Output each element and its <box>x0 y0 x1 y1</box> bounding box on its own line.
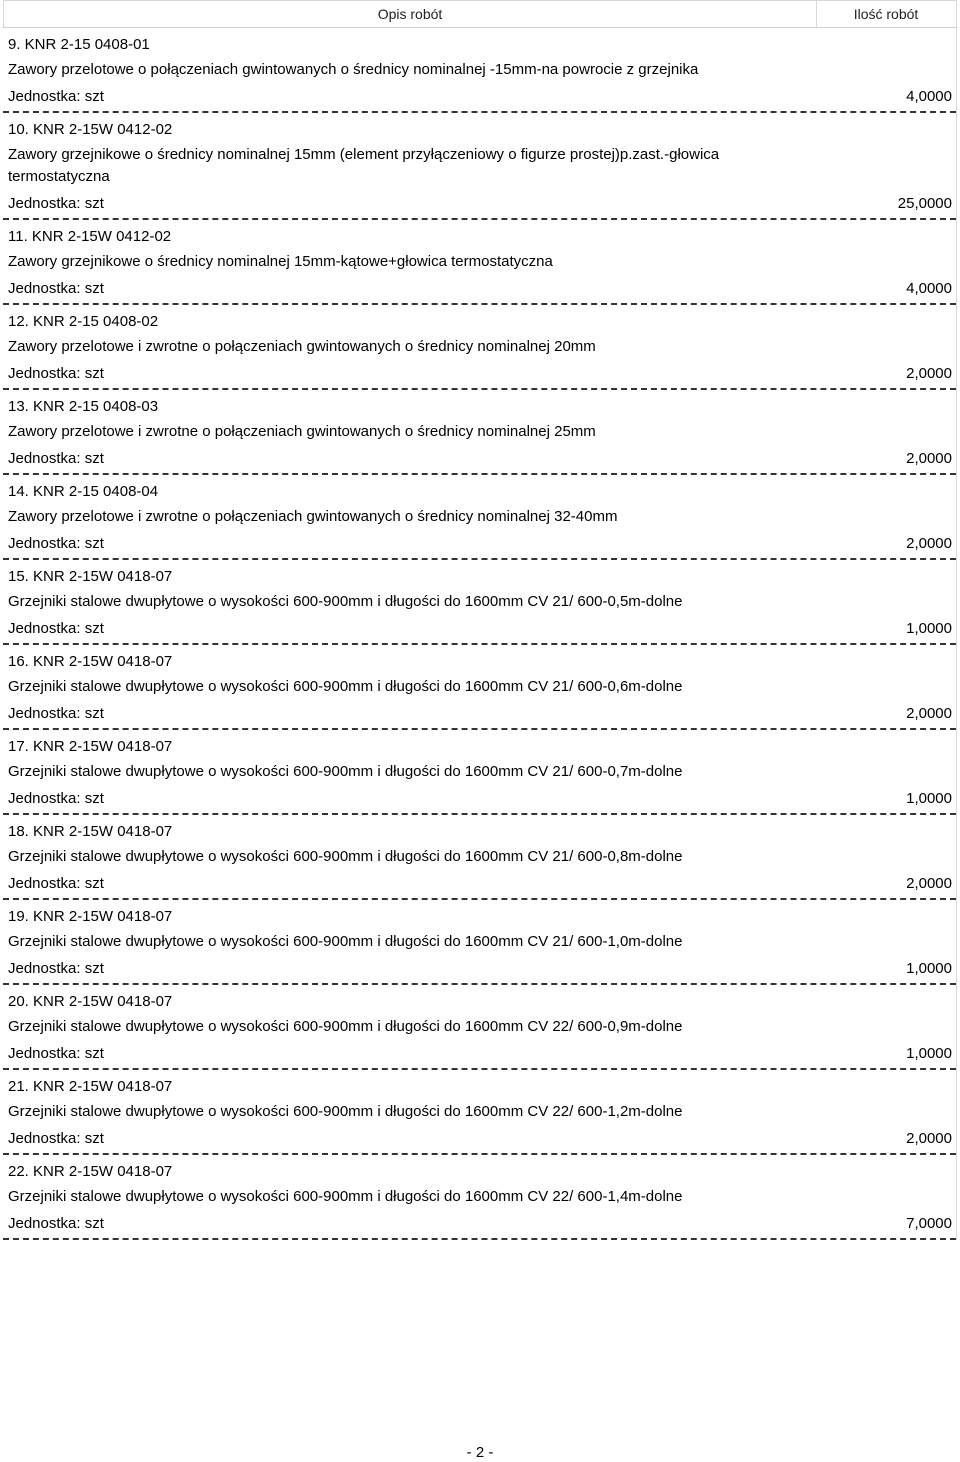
item-code: 13. KNR 2-15 0408-03 <box>8 398 159 415</box>
item-description: Grzejniki stalowe dwupłytowe o wysokości 600-900mm i długości do 1600mm CV 21/ 600-0,5m-dolne <box>8 593 683 610</box>
item-description: Grzejniki stalowe dwupłytowe o wysokości 600-900mm i długości do 1600mm CV 21/ 600-0,7m-dolne <box>8 763 683 780</box>
item-unit-row <box>3 445 956 475</box>
item-description: Grzejniki stalowe dwupłytowe o wysokości 600-900mm i długości do 1600mm CV 21/ 600-0,8m-dolne <box>8 848 683 865</box>
list-item <box>3 815 957 900</box>
item-unit-row <box>3 1040 956 1070</box>
item-unit: Jednostka: szt <box>8 790 104 807</box>
item-unit-row <box>3 1125 956 1155</box>
item-unit-row <box>3 275 956 305</box>
item-unit: Jednostka: szt <box>8 960 104 977</box>
item-unit: Jednostka: szt <box>8 1215 104 1232</box>
item-unit: Jednostka: szt <box>8 1130 104 1147</box>
item-quantity: 2,0000 <box>906 1130 952 1147</box>
item-code: 15. KNR 2-15W 0418-07 <box>8 568 173 585</box>
list-item <box>3 390 957 475</box>
list-item <box>3 730 957 815</box>
list-item <box>3 305 957 390</box>
item-unit-row <box>3 785 956 815</box>
item-code: 17. KNR 2-15W 0418-07 <box>8 738 173 755</box>
item-description: Zawory przelotowe i zwrotne o połączeniach gwintowanych o średnicy nominalnej 25mm <box>8 423 596 440</box>
list-item <box>3 220 957 305</box>
item-description: Zawory grzejnikowe o średnicy nominalnej 15mm (element przyłączeniowy o figurze prostej)p.zast.-głowica termostatyczna <box>8 146 720 185</box>
item-code: 16. KNR 2-15W 0418-07 <box>8 653 173 670</box>
item-code: 12. KNR 2-15 0408-02 <box>8 313 159 330</box>
list-item <box>3 113 957 220</box>
item-unit-row <box>3 700 956 730</box>
item-quantity: 1,0000 <box>906 620 952 637</box>
list-item <box>3 645 957 730</box>
item-code: 19. KNR 2-15W 0418-07 <box>8 908 173 925</box>
document-page <box>3 0 957 1240</box>
item-unit: Jednostka: szt <box>8 705 104 722</box>
item-code: 22. KNR 2-15W 0418-07 <box>8 1163 173 1180</box>
item-quantity: 2,0000 <box>906 875 952 892</box>
item-code: 10. KNR 2-15W 0412-02 <box>8 121 173 138</box>
list-item <box>3 560 957 645</box>
item-code: 20. KNR 2-15W 0418-07 <box>8 993 173 1010</box>
item-code: 9. KNR 2-15 0408-01 <box>8 36 150 53</box>
item-description: Grzejniki stalowe dwupłytowe o wysokości 600-900mm i długości do 1600mm CV 22/ 600-1,4m-dolne <box>8 1188 683 1205</box>
items-list <box>3 28 957 1240</box>
item-unit-row <box>3 530 956 560</box>
list-item <box>3 985 957 1070</box>
item-quantity: 1,0000 <box>906 790 952 807</box>
item-quantity: 1,0000 <box>906 960 952 977</box>
table-header <box>3 0 957 28</box>
item-description: Zawory przelotowe o połączeniach gwintowanych o średnicy nominalnej -15mm-na powrocie z grzejnika <box>8 61 699 78</box>
list-item <box>3 28 957 113</box>
list-item <box>3 1155 957 1240</box>
item-quantity: 1,0000 <box>906 1045 952 1062</box>
item-quantity: 2,0000 <box>906 535 952 552</box>
item-code: 11. KNR 2-15W 0412-02 <box>8 228 172 245</box>
item-unit: Jednostka: szt <box>8 88 104 105</box>
header-quantity: Ilość robót <box>853 6 919 22</box>
item-code: 21. KNR 2-15W 0418-07 <box>8 1078 173 1095</box>
item-quantity: 2,0000 <box>906 365 952 382</box>
page-number: - 2 - <box>466 1444 494 1461</box>
list-item <box>3 1070 957 1155</box>
item-code: 18. KNR 2-15W 0418-07 <box>8 823 173 840</box>
item-unit: Jednostka: szt <box>8 535 104 552</box>
item-unit: Jednostka: szt <box>8 195 104 212</box>
item-description: Grzejniki stalowe dwupłytowe o wysokości 600-900mm i długości do 1600mm CV 21/ 600-1,0m-dolne <box>8 933 683 950</box>
item-quantity: 25,0000 <box>897 195 952 212</box>
item-description: Zawory przelotowe i zwrotne o połączeniach gwintowanych o średnicy nominalnej 32-40mm <box>8 508 618 525</box>
item-unit-row <box>3 615 956 645</box>
item-quantity: 2,0000 <box>906 450 952 467</box>
item-unit: Jednostka: szt <box>8 620 104 637</box>
item-unit-row <box>3 360 956 390</box>
item-unit-row <box>3 83 956 113</box>
item-unit-row <box>3 190 956 220</box>
item-code: 14. KNR 2-15 0408-04 <box>8 483 159 500</box>
item-quantity: 2,0000 <box>906 705 952 722</box>
item-unit-row <box>3 1210 956 1240</box>
item-description: Grzejniki stalowe dwupłytowe o wysokości 600-900mm i długości do 1600mm CV 22/ 600-0,9m-dolne <box>8 1018 683 1035</box>
item-quantity: 7,0000 <box>906 1215 952 1232</box>
item-quantity: 4,0000 <box>906 280 952 297</box>
item-unit: Jednostka: szt <box>8 280 104 297</box>
item-unit: Jednostka: szt <box>8 365 104 382</box>
item-unit-row <box>3 955 956 985</box>
item-unit-row <box>3 870 956 900</box>
header-description: Opis robót <box>4 1 817 27</box>
item-description: Zawory przelotowe i zwrotne o połączeniach gwintowanych o średnicy nominalnej 20mm <box>8 338 596 355</box>
item-description: Grzejniki stalowe dwupłytowe o wysokości 600-900mm i długości do 1600mm CV 21/ 600-0,6m-dolne <box>8 678 683 695</box>
list-item <box>3 900 957 985</box>
item-quantity: 4,0000 <box>906 88 952 105</box>
item-unit: Jednostka: szt <box>8 1045 104 1062</box>
item-unit: Jednostka: szt <box>8 875 104 892</box>
item-description: Grzejniki stalowe dwupłytowe o wysokości 600-900mm i długości do 1600mm CV 22/ 600-1,2m-dolne <box>8 1103 683 1120</box>
item-description: Zawory grzejnikowe o średnicy nominalnej 15mm-kątowe+głowica termostatyczna <box>8 253 553 270</box>
list-item <box>3 475 957 560</box>
item-unit: Jednostka: szt <box>8 450 104 467</box>
